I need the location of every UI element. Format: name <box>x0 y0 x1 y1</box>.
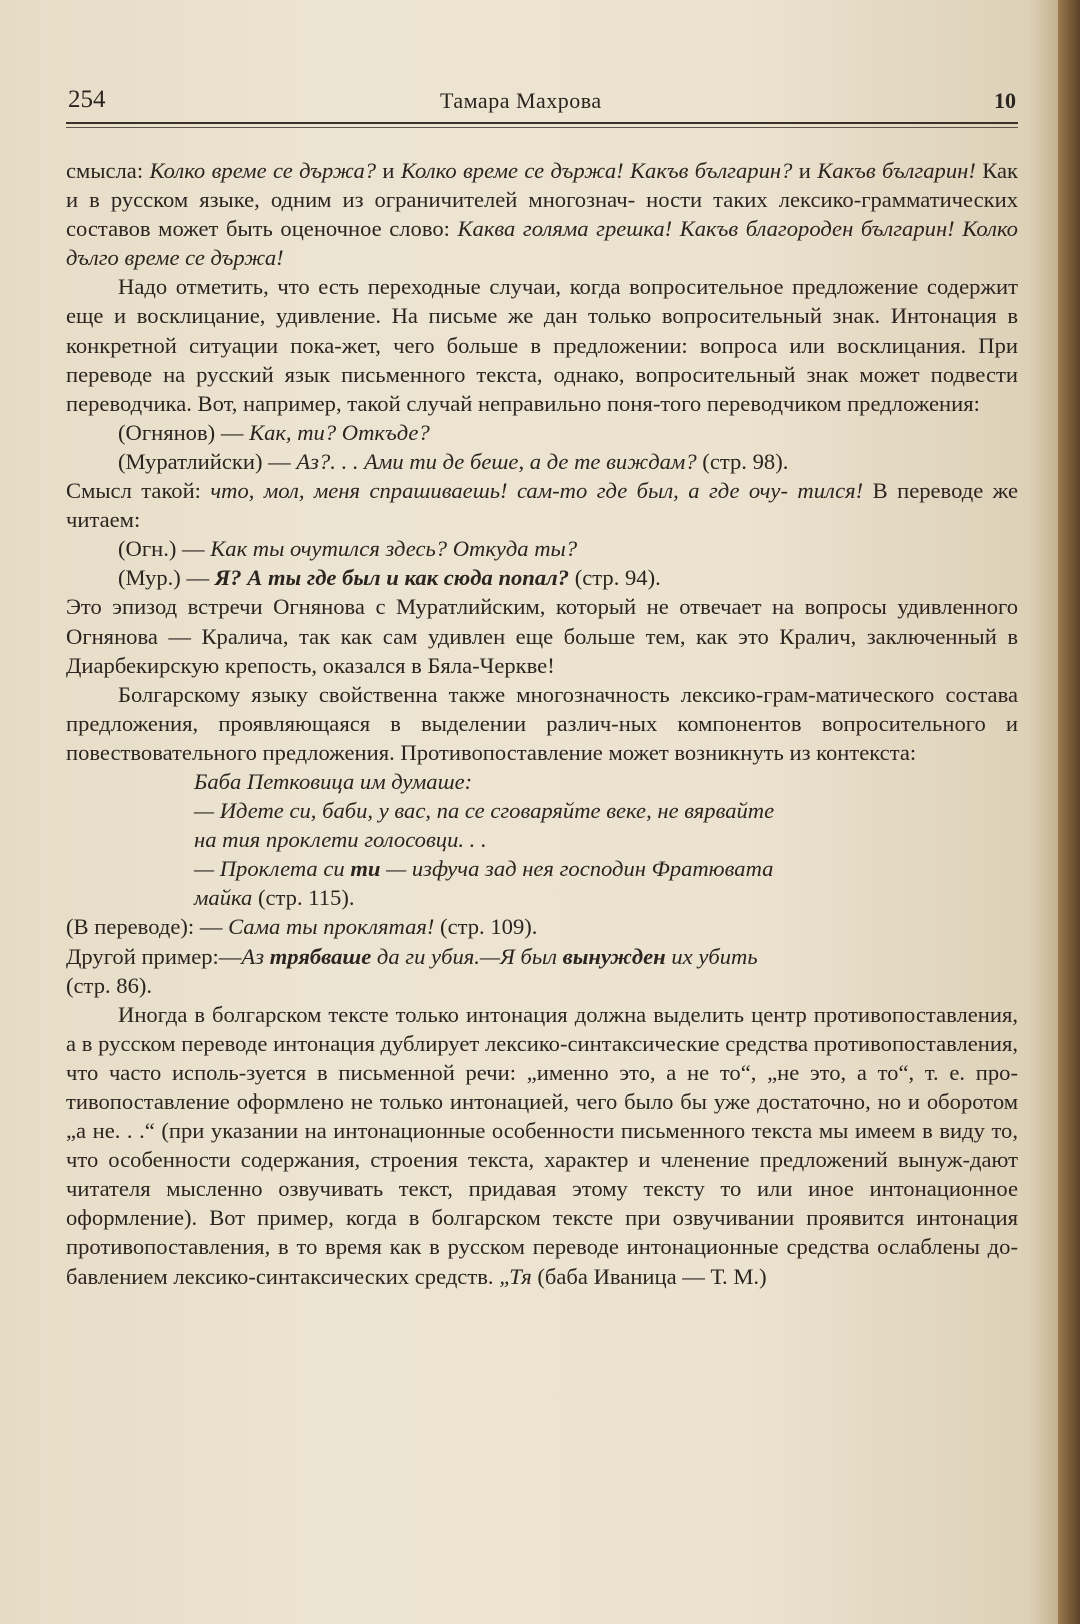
text-run: (Мур.) — <box>118 565 215 591</box>
running-title-author: Тамара Махрова <box>440 88 602 113</box>
text-run: (Муратлийски) — <box>118 448 297 474</box>
paragraph-2: Надо отметить, что есть переходные случаи, когда вопросительное предложение содержит еще и восклицание, удивление. На письме же дан только вопросительный знак. Интонация в конкретной ситуации пока-жет, чего больше в предложении: вопроса или восклицания. При переводе на русский язык письменного текста, однако, вопросительный знак может подвести переводчика. Вот, например, такой случай неправильно поня-того переводчиком предложения: <box>66 274 1018 416</box>
quote-line-2: — Идете си, баби, у вас, па се сговаряйте веке, не вярвайте <box>194 798 775 824</box>
text-run: (Огн.) — <box>118 536 211 562</box>
text-run-italic: Каква голяма грешка! Какъв благороден българин! Колко дълго време се държа! <box>66 216 1018 271</box>
text-run: (стр. 98). <box>696 448 789 474</box>
paragraph-4: Болгарскому языку свойственна также многозначность лексико-грам-матического состава предложения, проявляющаяся в выделении различ-ных компонентов вопросительного и повествовательного предложения. Противопоставление может возникнуть из контекста: <box>66 681 1018 765</box>
text-run-italic: Сама ты проклятая! <box>228 914 435 940</box>
text-run: и <box>798 158 818 183</box>
example-line <box>66 942 1018 971</box>
book-binding-edge <box>1058 0 1080 1624</box>
text-run: ности таких лексико-грамматических составов может быть оценочное слово: <box>66 187 1019 242</box>
text-run: и <box>376 158 401 183</box>
header-rule-thin <box>66 127 1018 128</box>
text-run: (баба Иваница — Т. М.) <box>531 1263 767 1289</box>
text-run-italic: Колко време се държа? <box>149 158 377 183</box>
text-run-italic: Как ты очутился здесь? Откуда ты? <box>210 536 578 562</box>
text-run-bold-italic: вынужден <box>562 943 666 969</box>
dialogue-line-4 <box>66 563 1018 592</box>
quote-line-3: на тия проклети голосовци. . . <box>194 827 487 853</box>
text-run-bold-italic: ти <box>350 856 381 882</box>
dialogue-line-1 <box>66 418 1018 447</box>
running-header <box>68 84 1016 120</box>
text-run-italic: да ги убия.—Я был <box>371 943 563 969</box>
text-run-italic: — изфуча зад нея господин Фратювата <box>380 856 774 882</box>
text-run-italic: „Тя <box>499 1263 532 1289</box>
text-run: Как и в русском языке, одним из ограничителей многознач- <box>66 158 1019 213</box>
paragraph-3: Это эпизод встречи Огнянова с Муратлийским, который не отвечает на вопросы удивленного Огнянова — Кралича, так как сам удивлен еще больше тем, как это Кралич, заключенный в Диарбекирскую крепость, оказался в Бяла-Черкве! <box>66 594 1018 678</box>
quote-line-1: Баба Петковица им думаше: <box>194 768 473 794</box>
chapter-number: 10 <box>994 88 1016 113</box>
text-run-bold-italic: Я? А ты где был и как сюда попал? <box>214 565 570 591</box>
dialogue-line-2 <box>66 447 1018 476</box>
text-run: Иногда в болгарском тексте только интонация должна выделить центр противопоставления, а в русском переводе интонация дублирует лексико-синтаксические средства противопоставления, что часто исполь-зуется в письменной речи: „именно это, а не то“, „не это, а то“, т. е. про-тивопоставление оформлено не только интонацией, чего было бы уже достаточно, но и оборотом „а не. . .“ (при указании на интонационные особенности письменного текста мы имеем в виду то, что особенности содержания, строения текста, характер и членение предложений вынуж-дают читателя мысленно озвучивать текст, придавая этому тексту то или иное интонационное оформление). Вот пример, когда в болгарском тексте при озвучивании проявится интонация противопоставления, в то время как в русском переводе интонационные средства ослаблены до-бавлением лексико-синтаксических средств. <box>66 1001 1018 1289</box>
sense-explanation <box>66 476 1018 534</box>
text-run: (Огнянов) — <box>118 419 250 445</box>
page-number: 254 <box>68 86 106 113</box>
text-run: (В переводе): — <box>66 914 229 940</box>
text-run-italic: Аз?. . . Ами ти де беше, а де те виждам? <box>296 448 697 474</box>
text-run: В переводе же читаем: <box>66 478 1018 533</box>
text-run-italic: — Проклета си <box>194 856 351 882</box>
text-run: Смысл такой: <box>66 478 211 504</box>
dialogue-line-3 <box>66 534 1018 563</box>
quote-line-4 <box>66 854 1018 883</box>
text-run-italic: их убить <box>665 943 758 969</box>
example-ref: (стр. 86). <box>66 972 153 998</box>
text-run-italic: Колко време се държа! Какъв българин? <box>400 158 793 183</box>
translation-line <box>66 912 1018 941</box>
text-run-italic: майка <box>194 885 253 911</box>
text-run-italic: Аз <box>241 943 270 969</box>
text-run-italic: что, мол, меня спрашиваешь! сам-то где был, а где очу- <box>210 478 788 504</box>
text-run: смысла: <box>66 158 150 183</box>
text-run-italic: Как, ти? Откъде? <box>249 419 430 445</box>
header-rule <box>66 122 1018 124</box>
text-run: (стр. 115). <box>252 885 355 911</box>
text-run-bold-italic: трябваше <box>269 943 372 969</box>
text-run: (стр. 94). <box>569 565 661 591</box>
paragraph-5 <box>66 1000 1018 1291</box>
body-text <box>66 156 1018 1291</box>
text-run: Другой пример:— <box>66 943 242 969</box>
text-run-italic: Какъв българин! <box>817 158 976 183</box>
text-run: (стр. 109). <box>434 914 538 940</box>
paragraph-1 <box>66 156 1018 272</box>
quote-line-5 <box>66 883 1018 912</box>
text-run-italic: тился! <box>797 478 864 504</box>
